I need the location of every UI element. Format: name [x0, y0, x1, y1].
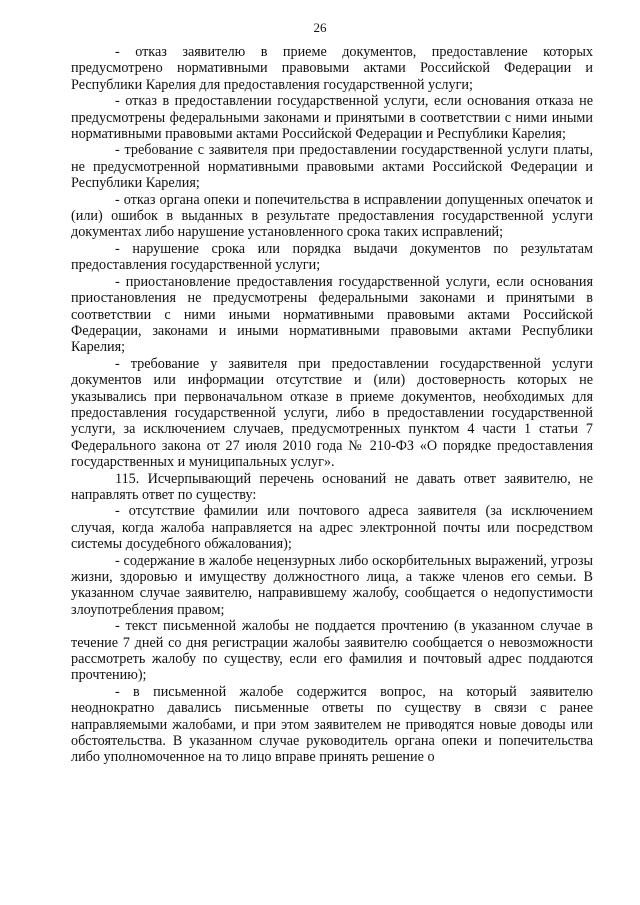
- page-body: [71, 44, 593, 766]
- paragraph-clause-115: 115. Исчерпывающий перечень оснований не давать ответ заявителю, не направлять ответ по существу:: [71, 470, 593, 503]
- paragraph-unreadable-text: - текст письменной жалобы не поддается прочтению (в указанном случае в течение 7 дней со дня регистрации жалобы заявителю сообщается о невозможности рассмотреть жалобу по существу, если его фамилия и почтовый адрес поддаются прочтению);: [71, 618, 593, 684]
- paragraph-refusal-service: - отказ в предоставлении государственной услуги, если основания отказа не предусмотрены федеральными законами и принятыми в соответствии с ними иными нормативными правовыми актами Российской Федерации и Республики Карелия;: [71, 93, 593, 143]
- paragraph-missing-name-address: - отсутствие фамилии или почтового адреса заявителя (за исключением случая, когда жалоба направляется на адрес электронной почты или посредством системы досудебного обжалования);: [71, 503, 593, 553]
- page-number: 26: [313, 20, 327, 35]
- paragraph-suspension: - приостановление предоставления государственной услуги, если основания приостановления не предусмотрены федеральными законами и принятыми в соответствии с ними иными нормативными правовыми актами Российской Федерации, законами и иными нормативными правовыми актами Республики Карелия;: [71, 273, 593, 356]
- paragraph-document-requirement: - требование у заявителя при предоставлении государственной услуги документов или информации отсутствие и (или) достоверность которых не указывались при первоначальном отказе в приеме документов, необходимых для предоставления государственной услуги, либо в предоставлении государственной услуги, за исключением случаев, предусмотренных пунктом 4 части 1 статьи 7 Федерального закона от 27 июля 2010 года № 210-ФЗ «О порядке предоставления государственных и муниципальных услуг».: [71, 355, 593, 471]
- paragraph-refusal-accept-documents: - отказ заявителю в приеме документов, предоставление которых предусмотрено нормативными правовыми актами Российской Федерации и Республики Карелия для предоставления государственной услуги;: [71, 44, 593, 93]
- paragraph-deadline-violation: - нарушение срока или порядка выдачи документов по результатам предоставления государственной услуги;: [71, 240, 593, 274]
- paragraph-fee-requirement: - требование с заявителя при предоставлении государственной услуги платы, не предусмотренной нормативными правовыми актами Российской Федерации и Республики Карелия;: [71, 142, 593, 192]
- paragraph-obscene-content: - содержание в жалобе нецензурных либо оскорбительных выражений, угрозы жизни, здоровью и имуществу должностного лица, а также членов его семьи. В указанном случае заявителю, направившему жалобу, сообщается о недопустимости злоупотребления правом;: [71, 552, 593, 618]
- paragraph-refusal-correction: - отказ органа опеки и попечительства в исправлении допущенных опечаток и (или) ошибок в выданных в результате предоставления государственной услуги документах либо нарушение установленного срока таких исправлений;: [71, 191, 593, 241]
- paragraph-repeated-question: - в письменной жалобе содержится вопрос, на который заявителю неоднократно давались письменные ответы по существу в связи с ранее направляемыми жалобами, и при этом заявителем не приводятся новые доводы или обстоятельства. В указанном случае руководитель органа опеки и попечительства либо уполномоченное на то лицо вправе принять решение о: [71, 683, 593, 766]
